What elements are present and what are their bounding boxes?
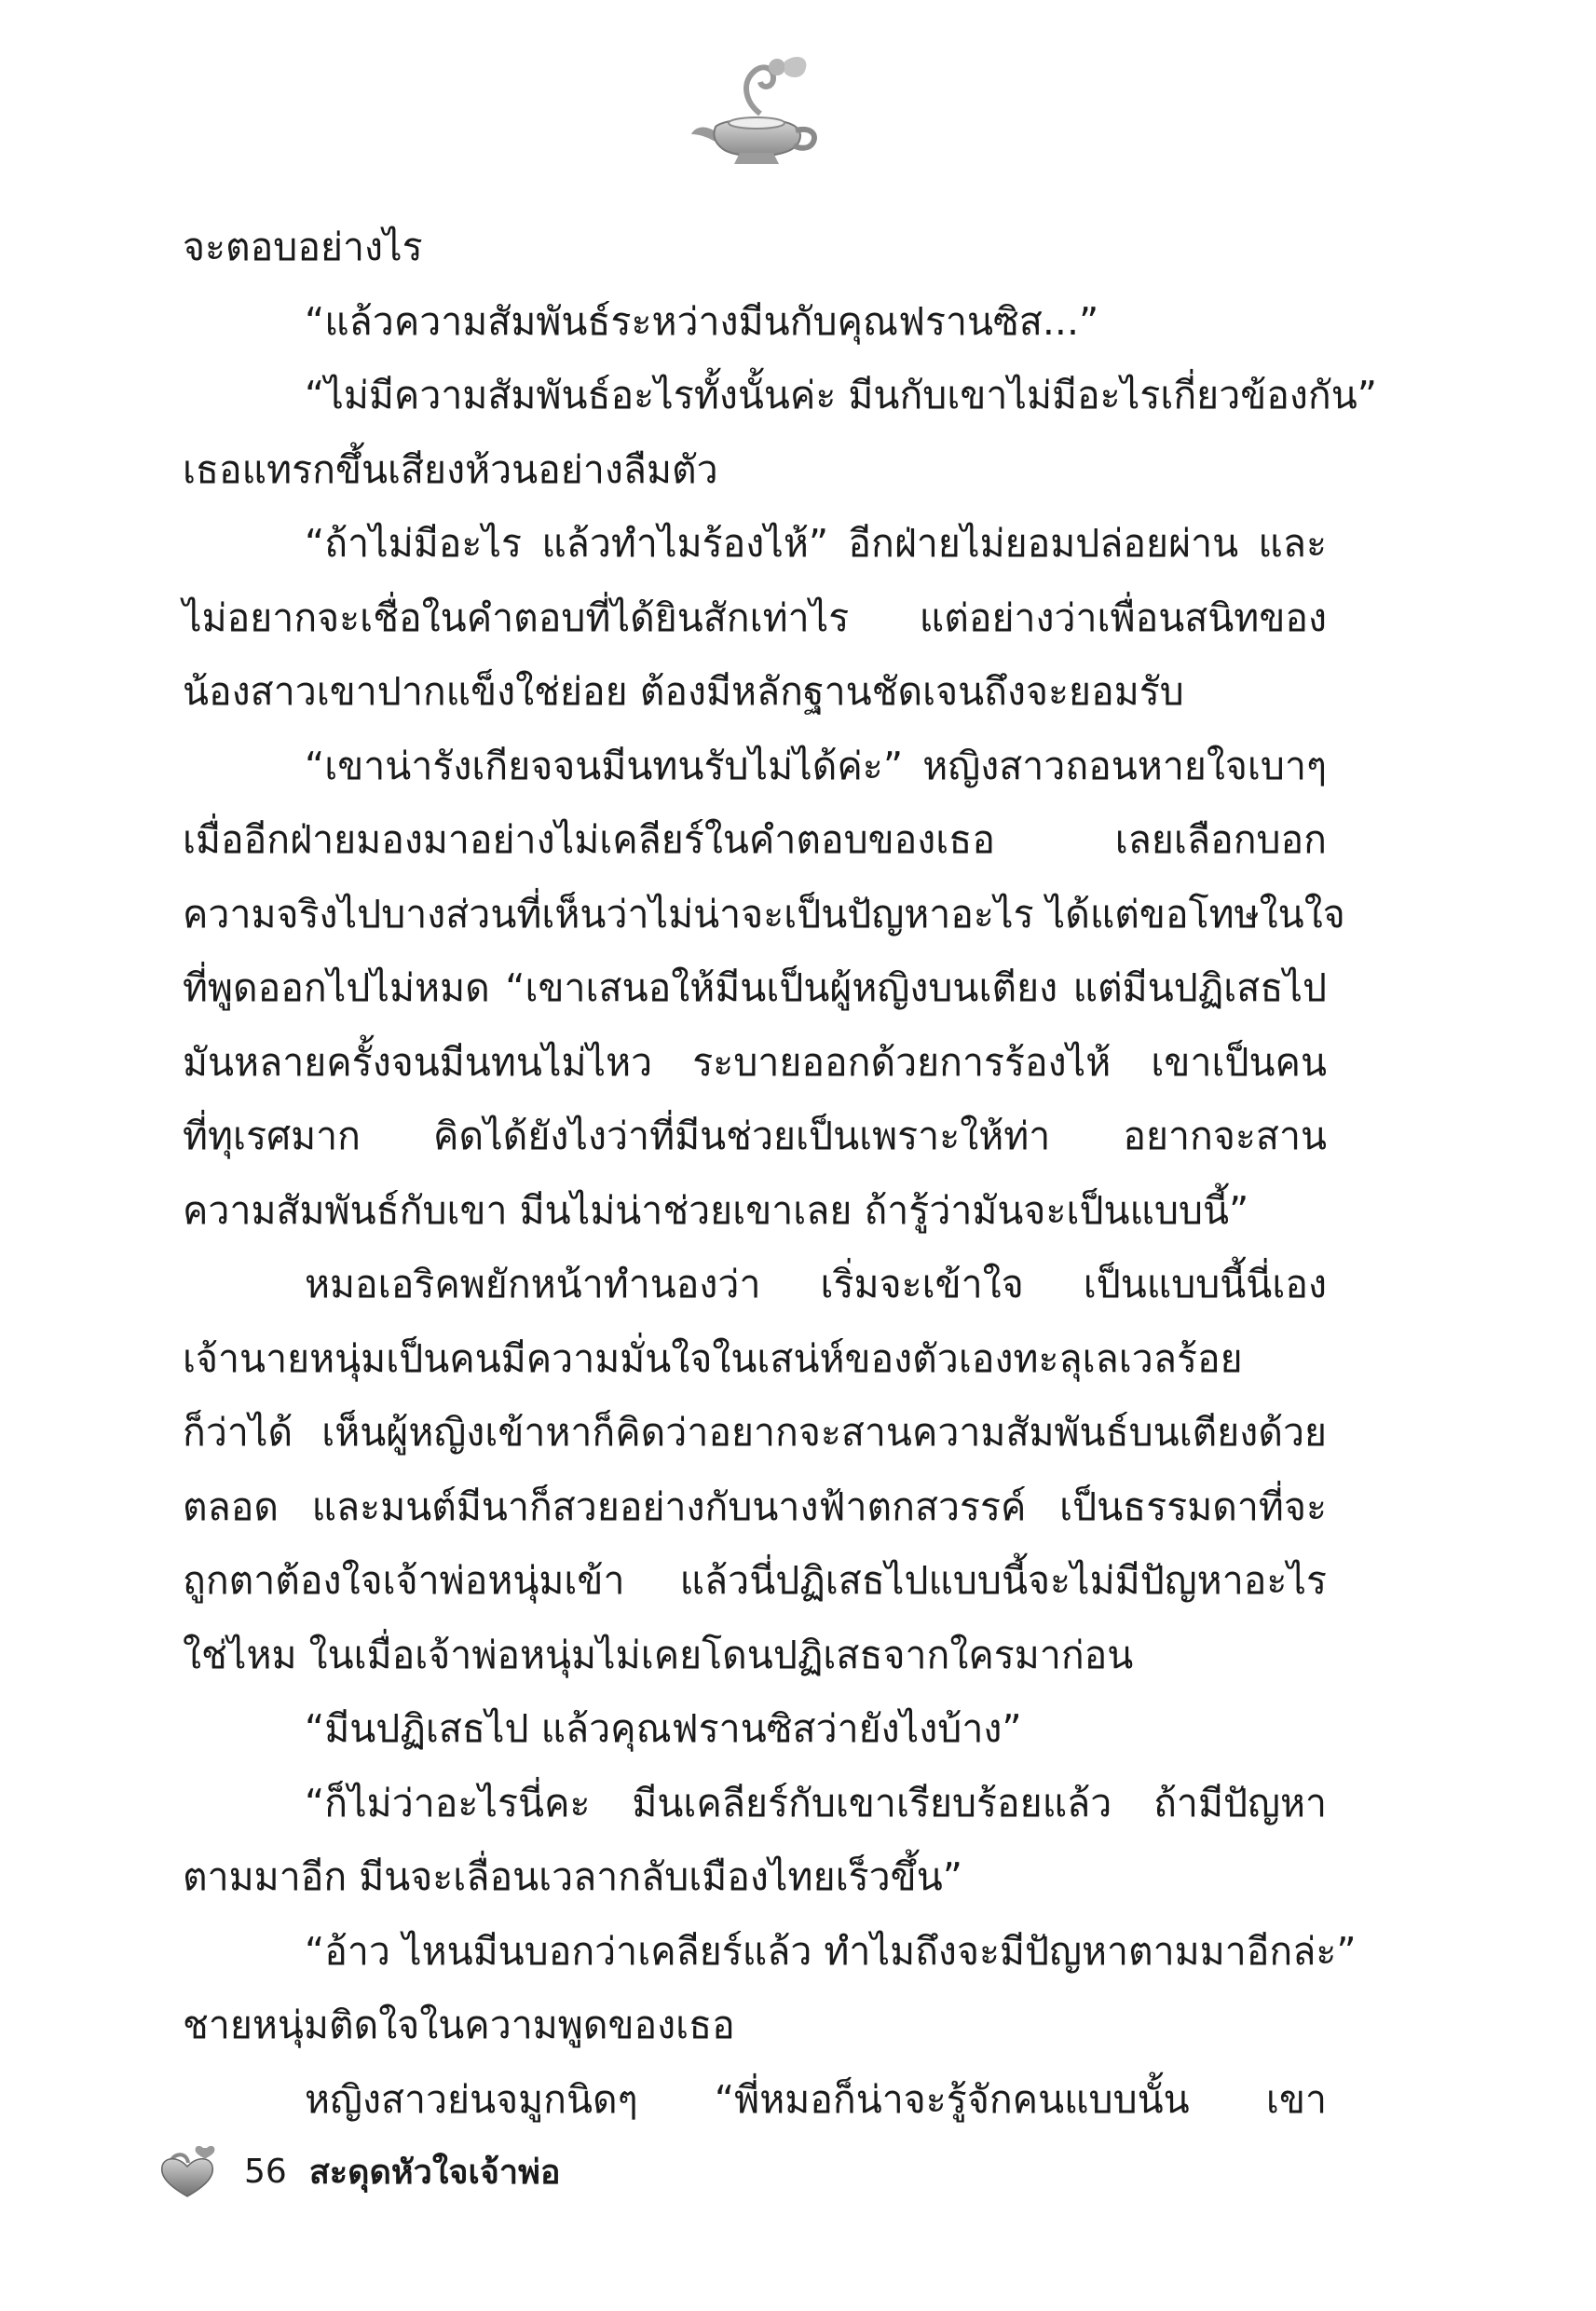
page-footer	[157, 2143, 560, 2199]
text-line: เธอแทรกขึ้นเสียงห้วนอย่างลืมตัว	[183, 446, 718, 492]
text-line: “เขาน่ารังเกียจจนมีนทนรับไม่ได้ค่ะ” หญิงสาวถอนหายใจเบาๆ	[305, 743, 1327, 788]
text-line: เมื่ออีกฝ่ายมองมาอย่างไม่เคลียร์ในคำตอบของเธอ เลยเลือกบอก	[183, 817, 1327, 862]
text-line: ตามมาอีก มีนจะเลื่อนเวลากลับเมืองไทยเร็วขึ้น”	[183, 1854, 962, 1899]
text-line: ที่ทุเรศมาก คิดได้ยังไงว่าที่มีนช่วยเป็นเพราะให้ท่า อยากจะสาน	[183, 1114, 1327, 1158]
text-line: ความสัมพันธ์กับเขา มีนไม่น่าช่วยเขาเลย ถ้ารู้ว่ามันจะเป็นแบบนี้”	[183, 1187, 1249, 1233]
text-line: ใช่ไหม ในเมื่อเจ้าพ่อหนุ่มไม่เคยโดนปฏิเสธจากใครมาก่อน	[183, 1632, 1134, 1677]
text-line: หมอเอริคพยักหน้าทำนองว่า เริ่มจะเข้าใจ เป็นแบบนี้นี่เอง	[305, 1262, 1327, 1306]
text-line: มันหลายครั้งจนมีนทนไม่ไหว ระบายออกด้วยการร้องไห้ เขาเป็นคน	[183, 1039, 1327, 1085]
text-line: “แล้วความสัมพันธ์ระหว่างมีนกับคุณฟรานซิส...”	[305, 298, 1099, 344]
text-line: “มีนปฏิเสธไป แล้วคุณฟรานซิสว่ายังไงบ้าง”	[305, 1706, 1022, 1751]
body-text	[183, 211, 1377, 2137]
text-line: น้องสาวเขาปากแข็งใช่ย่อย ต้องมีหลักฐานชัดเจนถึงจะยอมรับ	[183, 669, 1184, 714]
text-line: ชายหนุ่มติดใจในความพูดของเธอ	[183, 2003, 735, 2047]
text-line: “ก็ไม่ว่าอะไรนี่คะ มีนเคลียร์กับเขาเรียบร้อยแล้ว ถ้ามีปัญหา	[305, 1780, 1327, 1826]
text-line: “อ้าว ไหนมีนบอกว่าเคลียร์แล้ว ทำไมถึงจะมีปัญหาตามมาอีกล่ะ”	[305, 1928, 1357, 1974]
text-line: เจ้านายหนุ่มเป็นคนมีความมั่นใจในเสน่ห์ของตัวเองทะลุเลเวลร้อย	[183, 1335, 1243, 1381]
text-line: จะตอบอย่างไร	[183, 225, 423, 269]
book-title: สะดุดหัวใจเจ้าพ่อ	[308, 2153, 561, 2192]
text-line: “ถ้าไม่มีอะไร แล้วทำไมร้องไห้” อีกฝ่ายไม่ยอมปล่อยผ่าน และ	[305, 521, 1327, 566]
text-line: ที่พูดออกไปไม่หมด “เขาเสนอให้มีนเป็นผู้หญิงบนเตียง แต่มีนปฏิเสธไป	[183, 965, 1327, 1010]
text-line: “ไม่มีความสัมพันธ์อะไรทั้งนั้นค่ะ มีนกับเขาไม่มีอะไรเกี่ยวข้องกัน”	[305, 373, 1377, 417]
text-line: ความจริงไปบางส่วนที่เห็นว่าไม่น่าจะเป็นปัญหาอะไร ได้แต่ขอโทษในใจ	[183, 891, 1345, 937]
text-line: ไม่อยากจะเชื่อในคำตอบที่ได้ยินสักเท่าไร แต่อย่างว่าเพื่อนสนิทของ	[183, 595, 1327, 640]
heart-lock-icon	[157, 2142, 218, 2200]
text-line: หญิงสาวย่นจมูกนิดๆ “พี่หมอก็น่าจะรู้จักคนแบบนั้น เขา	[305, 2076, 1327, 2122]
text-line: ก็ว่าได้ เห็นผู้หญิงเข้าหาก็คิดว่าอยากจะสานความสัมพันธ์บนเตียงด้วย	[183, 1410, 1327, 1455]
genie-lamp-icon	[688, 48, 827, 170]
text-line: ตลอด และมนต์มีนาก็สวยอย่างกับนางฟ้าตกสวรรค์ เป็นธรรมดาที่จะ	[183, 1484, 1327, 1529]
page-number: 56	[244, 2152, 287, 2191]
text-line: ถูกตาต้องใจเจ้าพ่อหนุ่มเข้า แล้วนี่ปฏิเสธไปแบบนี้จะไม่มีปัญหาอะไร	[183, 1558, 1327, 1603]
